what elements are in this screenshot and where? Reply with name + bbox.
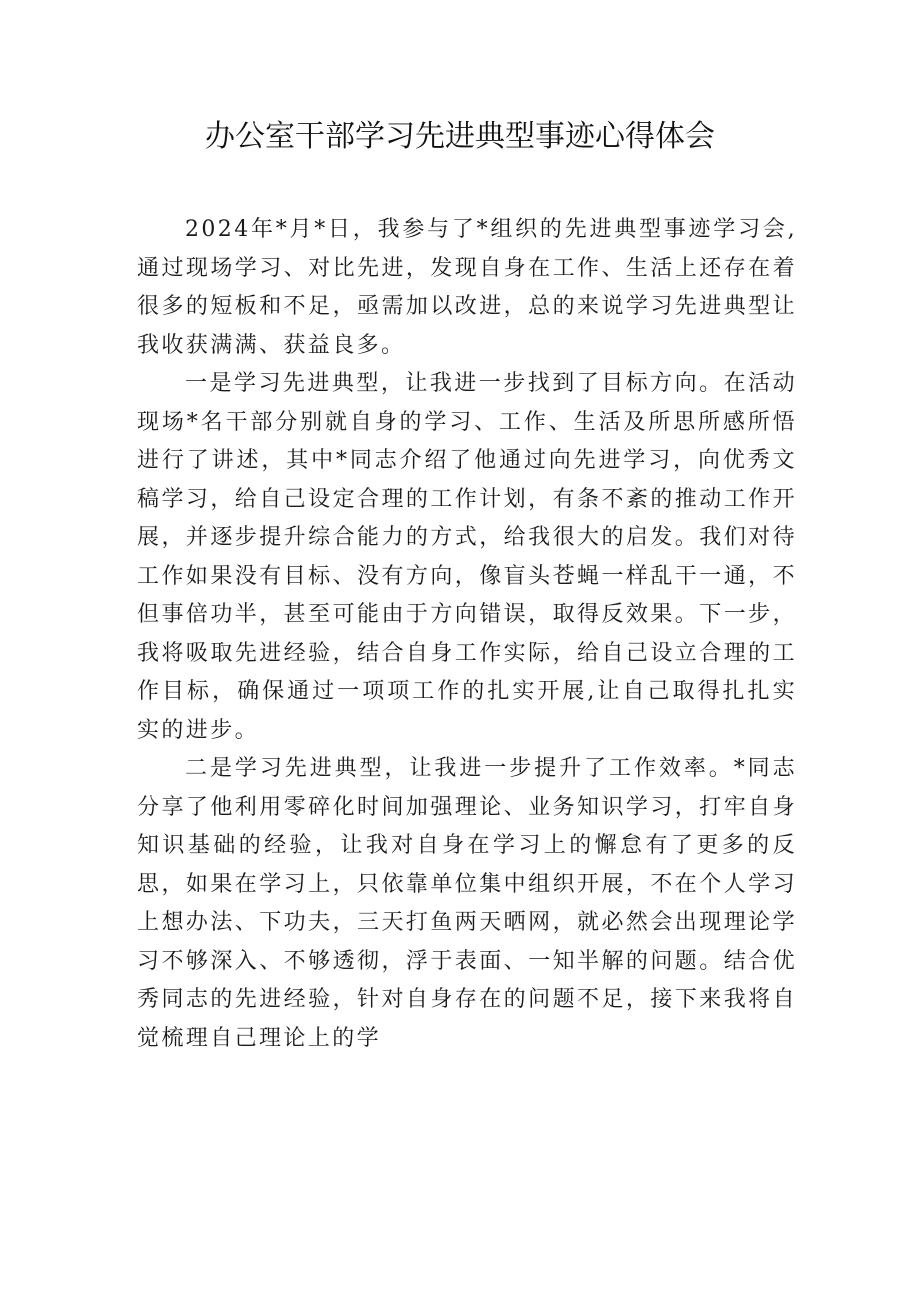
document-title: 办公室干部学习先进典型事迹心得体会 (205, 119, 715, 154)
paragraph-point-two: 二是学习先进典型，让我进一步提升了工作效率。*同志分享了他利用零碎化时间加强理论、业务知识学习，打牢自身知识基础的经验，让我对自身在学习上的懈怠有了更多的反思，如果在学习上，只依靠单位集中组织开展，不在个人学习上想办法、下功夫，三天打鱼两天晒网，就必然会出现理论学习不够深入、不够透彻，浮于表面、一知半解的问题。结合优秀同志的先进经验，针对自身存在的问题不足，接下来我将自觉梳理自己理论上的学 (137, 756, 797, 1051)
paragraph-intro: 2024年*月*日，我参与了*组织的先进典型事迹学习会,通过现场学习、对比先进，发现自身在工作、生活上还存在着很多的短板和不足，亟需加以改进，总的来说学习先进典型让我收获满满、获益良多。 (137, 217, 797, 358)
paragraph-point-one: 一是学习先进典型，让我进一步找到了目标方向。在活动现场*名干部分别就自身的学习、工作、生活及所思所感所悟进行了讲述，其中*同志介绍了他通过向先进学习，向优秀文稿学习，给自己设定合理的工作计划，有条不紊的推动工作开展，并逐步提升综合能力的方式，给我很大的启发。我们对待工作如果没有目标、没有方向，像盲头苍蝇一样乱干一通，不但事倍功半，甚至可能由于方向错误，取得反效果。下一步，我将吸取先进经验，结合自身工作实际，给自己设立合理的工作目标，确保通过一项项工作的扎实开展,让自己取得扎扎实实的进步。 (137, 371, 797, 743)
document-body (137, 211, 797, 1058)
